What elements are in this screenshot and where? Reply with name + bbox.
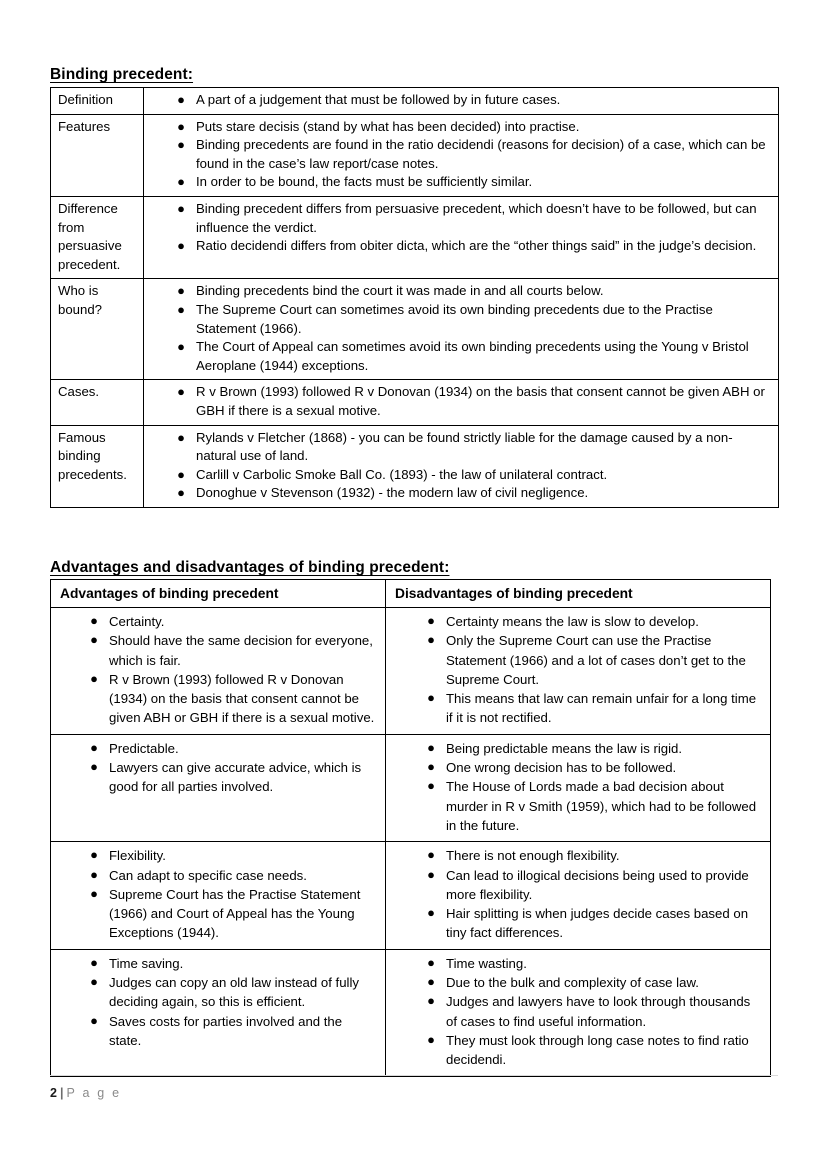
bullet-text: Time wasting. [446,955,527,971]
bullet-item [144,282,772,301]
bullet-item [144,484,772,503]
row-content-cell [144,88,779,115]
bullet-text: Certainty means the law is slow to develop. [446,614,699,629]
row-bullet-list [144,383,772,420]
bullet-item [51,670,377,728]
bullet-item [144,338,772,375]
bullet-item [51,1012,377,1051]
page-title-binding-precedent: Binding precedent: [50,65,194,83]
bullet-item [144,237,772,256]
bullet-text: There is not enough flexibility. [446,848,620,864]
row-bullet-list [144,91,772,110]
bullet-text: In order to be bound, the facts must be sufficiently similar. [196,174,533,190]
bullet-point-icon: ● [177,174,185,190]
advantages-cell [51,949,386,1076]
bullet-text: Flexibility. [109,848,166,864]
bullet-point-icon: ● [90,739,98,755]
advantages-disadvantages-table-body [51,608,771,1077]
bullet-text: Carlill v Carbolic Smoke Ball Co. (1893) - the law of unilateral contract. [196,466,608,482]
row-content-cell [144,380,779,425]
bullet-text: Being predictable means the law is rigid. [446,740,683,756]
bullet-item [144,136,772,173]
bullet-point-icon: ● [427,974,435,990]
disadvantages-cell [386,842,771,949]
advantages-bullet-list [51,739,377,797]
bullet-item [386,758,762,777]
bullet-point-icon: ● [427,954,435,970]
bullet-item [386,992,762,1031]
row-bullet-list [144,200,772,256]
row-content-cell [144,114,779,196]
table-row [51,196,779,278]
disadvantages-bullet-list [386,846,762,942]
bullet-point-icon: ● [90,974,98,990]
bullet-point-icon: ● [177,466,185,482]
bullet-point-icon: ● [177,118,185,134]
disadvantages-cell [386,734,771,841]
bullet-item [386,954,762,973]
bullet-item [51,758,377,797]
advantages-disadvantages-table-head [51,580,771,608]
bullet-text: Time saving. [109,955,184,971]
bullet-point-icon: ● [177,485,185,501]
bullet-item [51,739,377,758]
footer-separator: | [59,1086,64,1100]
table-row [51,425,779,507]
bullet-item [144,173,772,192]
bullet-text: Donoghue v Stevenson (1932) - the modern law of civil negligence. [196,485,589,501]
bullet-item [386,904,762,943]
bullet-item [51,866,377,885]
bullet-point-icon: ● [90,847,98,863]
bullet-text: R v Brown (1993) followed R v Donovan (1934) on the basis that consent cannot be given ABH or GBH if there is a sexual motive. [196,384,765,418]
bullet-point-icon: ● [427,759,435,775]
bullet-point-icon: ● [177,238,185,254]
bullet-point-icon: ● [177,137,185,153]
bullet-point-icon: ● [90,866,98,882]
bullet-point-icon: ● [427,632,435,648]
bullet-point-icon: ● [427,778,435,794]
bullet-point-icon: ● [427,739,435,755]
table-row [51,949,771,1076]
disadvantages-cell [386,608,771,735]
bullet-text: Can lead to illogical decisions being used to provide more flexibility. [446,867,749,902]
row-bullet-list [144,118,772,192]
bullet-text: Certainty. [109,614,165,629]
bullet-text: The Supreme Court can sometimes avoid its own binding precedents due to the Practise Statement (1966). [196,301,713,336]
bullet-item [144,429,772,466]
bullet-point-icon: ● [177,283,185,299]
bullet-point-icon: ● [90,632,98,648]
row-bullet-list [144,282,772,375]
row-label-cell: Famous binding precedents. [51,425,144,507]
row-label-cell: Difference from persuasive precedent. [51,196,144,278]
table-row [51,380,779,425]
bullet-text: They must look through long case notes to find ratio decidendi. [446,1032,749,1068]
bullet-text: Lawyers can give accurate advice, which is good for all parties involved. [109,760,362,795]
row-content-cell [144,425,779,507]
bullet-text: Saves costs for parties involved and the state. [109,1013,343,1048]
disadvantages-bullet-list [386,739,762,835]
table-row [51,114,779,196]
binding-precedent-table [50,87,779,508]
advantages-bullet-list [51,954,377,1050]
bullet-item [51,612,377,631]
bullet-item [386,631,762,689]
bullet-text: R v Brown (1993) followed R v Donovan (1934) on the basis that consent cannot be given ABH or GBH if there is a sexual motive. [109,671,375,726]
bullet-item [386,973,762,992]
bullet-point-icon: ● [177,339,185,355]
bullet-item [144,91,772,110]
bullet-point-icon: ● [427,690,435,706]
column-header-advantages: Advantages of binding precedent [51,580,386,608]
bullet-item [386,689,762,728]
bullet-point-icon: ● [90,885,98,901]
footer-page-number: 2 [50,1086,57,1100]
column-header-disadvantages: Disadvantages of binding precedent [386,580,771,608]
disadvantages-cell [386,949,771,1076]
bullet-point-icon: ● [177,429,185,445]
bullet-point-icon: ● [427,1031,435,1047]
bullet-text: Binding precedents bind the court it was made in and all courts below. [196,283,604,299]
bullet-item [144,301,772,338]
bullet-item [51,885,377,943]
bullet-text: Judges can copy an old law instead of fully deciding again, so this is efficient. [109,975,359,1010]
bullet-text: This means that law can remain unfair for a long time if it is not rectified. [446,691,757,726]
bullet-item [386,846,762,865]
table-header-row [51,580,771,608]
bullet-item [51,846,377,865]
bullet-item [386,777,762,835]
bullet-item [51,954,377,973]
bullet-point-icon: ● [427,613,435,628]
bullet-text: Predictable. [109,740,179,756]
advantages-cell [51,608,386,735]
bullet-text: Only the Supreme Court can use the Practise Statement (1966) and a lot of cases don’t get to the Supreme Court. [446,633,746,687]
bullet-point-icon: ● [177,301,185,317]
bullet-item [386,866,762,905]
bullet-point-icon: ● [427,866,435,882]
advantages-cell [51,734,386,841]
bullet-text: Due to the bulk and complexity of case law. [446,975,699,991]
advantages-bullet-list [51,846,377,942]
bullet-item [51,973,377,1012]
bullet-text: A part of a judgement that must be followed by in future cases. [196,92,561,107]
bullet-text: Supreme Court has the Practise Statement (1966) and Court of Appeal has the Young Exceptions (1944). [109,886,361,941]
bullet-point-icon: ● [90,1012,98,1028]
section-title-advantages-disadvantages: Advantages and disadvantages of binding precedent: [50,558,450,576]
row-label-cell: Features [51,114,144,196]
row-label-cell: Who is bound? [51,279,144,380]
bullet-text: The House of Lords made a bad decision about murder in R v Smith (1959), which had to be followed in the future. [446,779,757,833]
bullet-item [386,1031,762,1070]
disadvantages-bullet-list [386,954,762,1070]
table-row [51,608,771,735]
bullet-text: Ratio decidendi differs from obiter dicta, which are the “other things said” in the judge’s decision. [196,238,757,254]
table-row [51,279,779,380]
row-content-cell [144,196,779,278]
bullet-point-icon: ● [177,92,185,107]
bullet-point-icon: ● [427,905,435,921]
binding-precedent-table-body [51,88,779,508]
table-row [51,734,771,841]
bullet-point-icon: ● [177,384,185,400]
bullet-text: Can adapt to specific case needs. [109,867,307,883]
bullet-point-icon: ● [90,613,98,628]
table-row [51,842,771,949]
bullet-item [144,200,772,237]
bullet-item [144,466,772,485]
bullet-text: Rylands v Fletcher (1868) - you can be found strictly liable for the damage caused by a non-natural use of land. [196,429,733,464]
advantages-cell [51,842,386,949]
bullet-item [144,383,772,420]
bullet-text: Binding precedents are found in the ratio decidendi (reasons for decision) of a case, which can be found in the case’s law report/case notes. [196,137,766,171]
advantages-bullet-list [51,612,377,728]
bullet-text: Judges and lawyers have to look through thousands of cases to find useful information. [446,994,751,1029]
footer-page-word: P a g e [66,1086,122,1100]
bullet-point-icon: ● [427,847,435,863]
row-content-cell [144,279,779,380]
row-label-cell: Cases. [51,380,144,425]
bullet-point-icon: ● [90,759,98,775]
bullet-item [144,118,772,137]
bullet-text: Binding precedent differs from persuasive precedent, which doesn’t have to be followed, but can influence the verdict. [196,200,757,235]
bullet-point-icon: ● [177,200,185,216]
bullet-point-icon: ● [90,670,98,686]
table-row [51,88,779,115]
bullet-text: The Court of Appeal can sometimes avoid its own binding precedents using the Young v Bristol Aeroplane (1944) exceptions. [196,339,749,373]
bullet-point-icon: ● [90,954,98,970]
disadvantages-bullet-list [386,612,762,728]
bullet-item [51,631,377,670]
bullet-point-icon: ● [427,993,435,1009]
bullet-text: Puts stare decisis (stand by what has been decided) into practise. [196,118,580,134]
bullet-text: Hair splitting is when judges decide cases based on tiny fact differences. [446,906,749,941]
footer-divider [50,1075,778,1076]
row-bullet-list [144,429,772,503]
bullet-item [386,739,762,758]
row-label-cell: Definition [51,88,144,115]
advantages-disadvantages-table [50,579,771,1077]
bullet-text: Should have the same decision for everyone, which is fair. [109,633,373,668]
bullet-text: One wrong decision has to be followed. [446,760,677,776]
page-footer [50,1085,121,1101]
bullet-item [386,612,762,631]
